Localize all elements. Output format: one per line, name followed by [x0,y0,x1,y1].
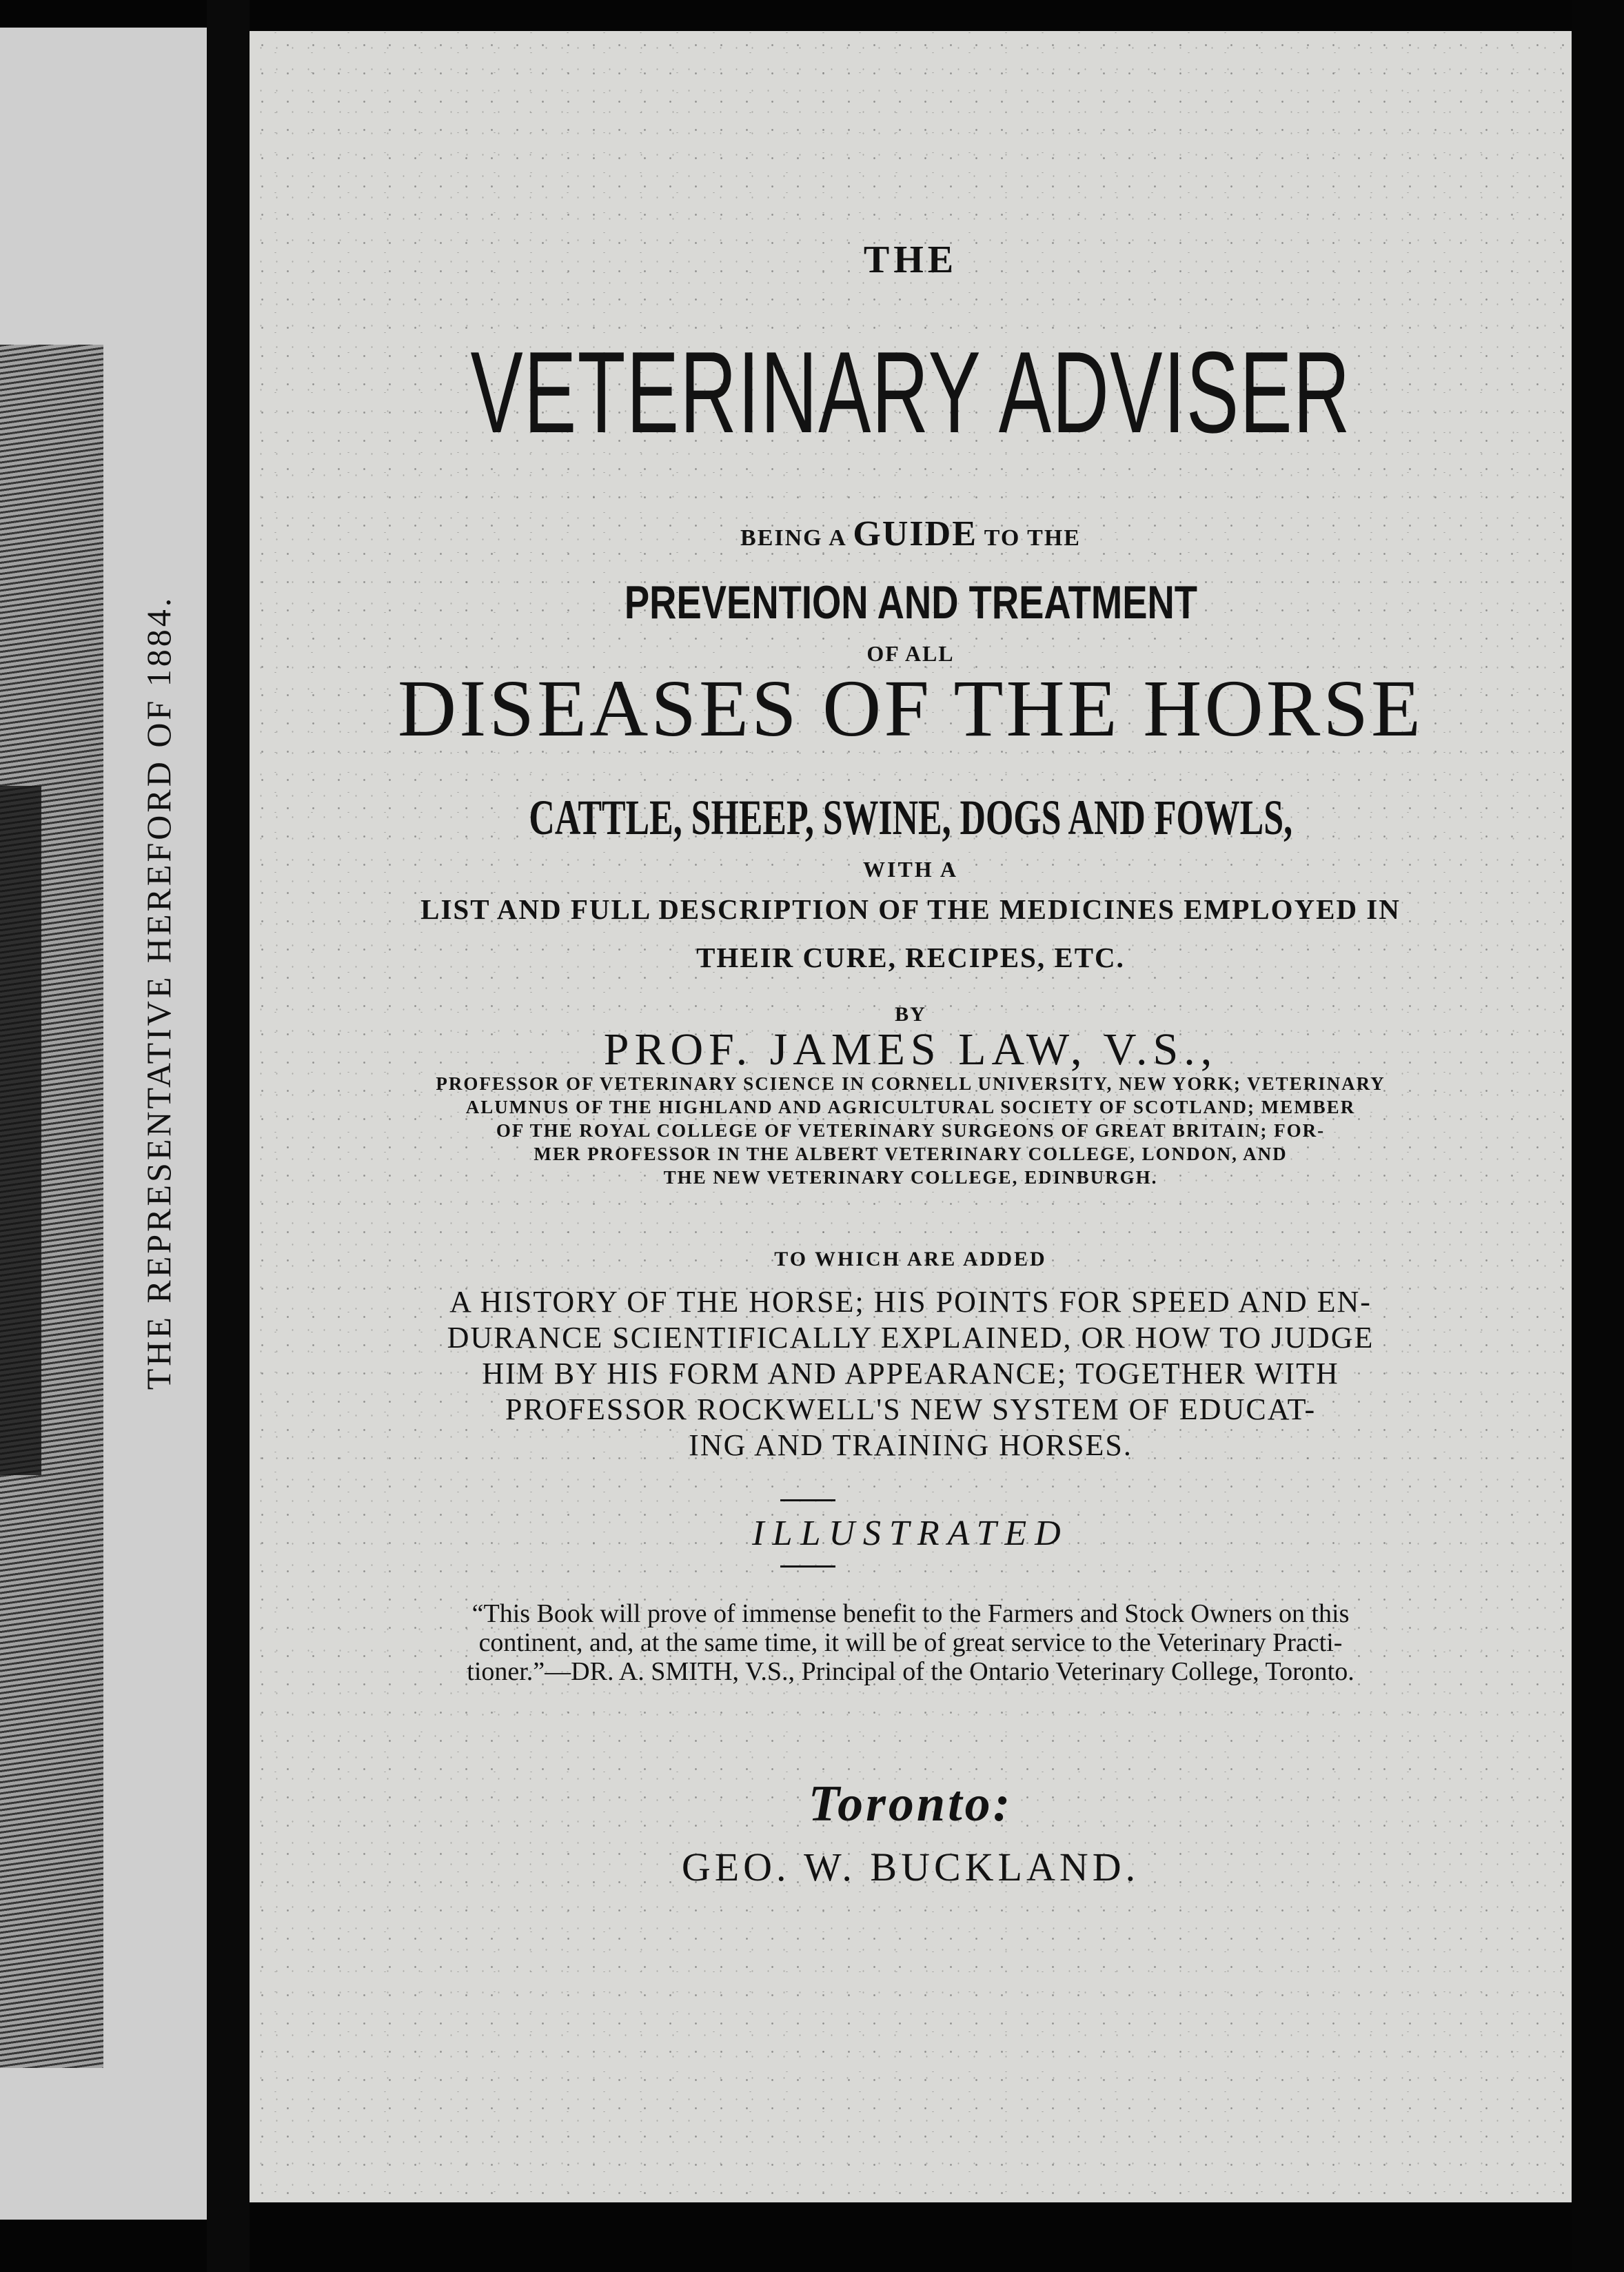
main-title [250,327,1572,457]
quote-line: tioner.”—DR. A. SMITH, V.S., Principal of the Ontario Veterinary College, Toronto. [467,1657,1354,1686]
page-edge [1572,0,1624,2272]
subtitle-list-line: THEIR CURE, RECIPES, ETC. [696,942,1125,973]
subtitle-guide-word: GUIDE [853,514,977,554]
divider-rule [780,1565,835,1568]
imprint-city: Toronto: [808,1776,1013,1832]
credential-line: THE NEW VETERINARY COLLEGE, EDINBURGH. [663,1167,1158,1188]
testimonial-quote [250,1599,1572,1686]
subtitle-guide-pre: BEING A [740,525,846,551]
main-title-text: VETERINARY ADVISER [470,327,1351,457]
subtitle-guide-post: TO THE [984,525,1081,551]
subtitle-guide [250,514,1572,554]
credential-line: MER PROFESSOR IN THE ALBERT VETERINARY COLLEGE, LONDON, AND [534,1144,1288,1164]
title-article: THE [863,239,958,281]
frontispiece-caption-text: THE REPRESENTATIVE HEREFORD OF 1884. [139,595,178,1390]
title-page [250,31,1572,2202]
author-credentials [250,1072,1572,1189]
divider-rule [780,1499,835,1501]
subtitle-with-a: WITH A [862,857,959,882]
author-name: PROF. JAMES LAW, V.S., [603,1024,1218,1075]
addenda-description [250,1284,1572,1463]
addenda-line: PROFESSOR ROCKWELL'S NEW SYSTEM OF EDUCAT- [505,1392,1317,1426]
engraving-shadow [0,786,41,1475]
subtitle-list-line: LIST AND FULL DESCRIPTION OF THE MEDICINES EMPLOYED IN [420,893,1401,925]
addenda-line: HIM BY HIS FORM AND APPEARANCE; TOGETHER WITH [482,1357,1339,1390]
credential-line: ALUMNUS OF THE HIGHLAND AND AGRICULTURAL SOCIETY OF SCOTLAND; MEMBER [465,1097,1356,1117]
subtitle-diseases: DISEASES OF THE HORSE [397,663,1424,753]
illustrated-label: ILLUSTRATED [752,1514,1069,1553]
addenda-line: A HISTORY OF THE HORSE; HIS POINTS FOR SPEED AND EN- [449,1285,1372,1319]
byline-by: BY [895,1003,926,1026]
addenda-line: ING AND TRAINING HORSES. [689,1428,1133,1462]
quote-line: “This Book will prove of immense benefit to the Farmers and Stock Owners on this [471,1599,1350,1628]
subtitle-prevention-text: PREVENTION AND TREATMENT [624,576,1197,629]
subtitle-of-all: OF ALL [866,641,955,666]
book-gutter [207,0,250,2272]
subtitle-animals-text: CATTLE, SHEEP, SWINE, DOGS AND FOWLS, [529,790,1292,845]
credential-line: PROFESSOR OF VETERINARY SCIENCE IN CORNELL UNIVERSITY, NEW YORK; VETERINARY [436,1073,1386,1094]
addenda-intro: TO WHICH ARE ADDED [774,1248,1047,1270]
imprint-publisher: GEO. W. BUCKLAND. [681,1845,1140,1889]
quote-line: continent, and, at the same time, it will be of great service to the Veterinary Practi- [478,1628,1343,1657]
subtitle-animals [250,789,1572,846]
credential-line: OF THE ROYAL COLLEGE OF VETERINARY SURGEONS OF GREAT BRITAIN; FOR- [496,1120,1326,1141]
addenda-line: DURANCE SCIENTIFICALLY EXPLAINED, OR HOW TO JUDGE [447,1321,1374,1355]
subtitle-prevention [250,576,1572,629]
